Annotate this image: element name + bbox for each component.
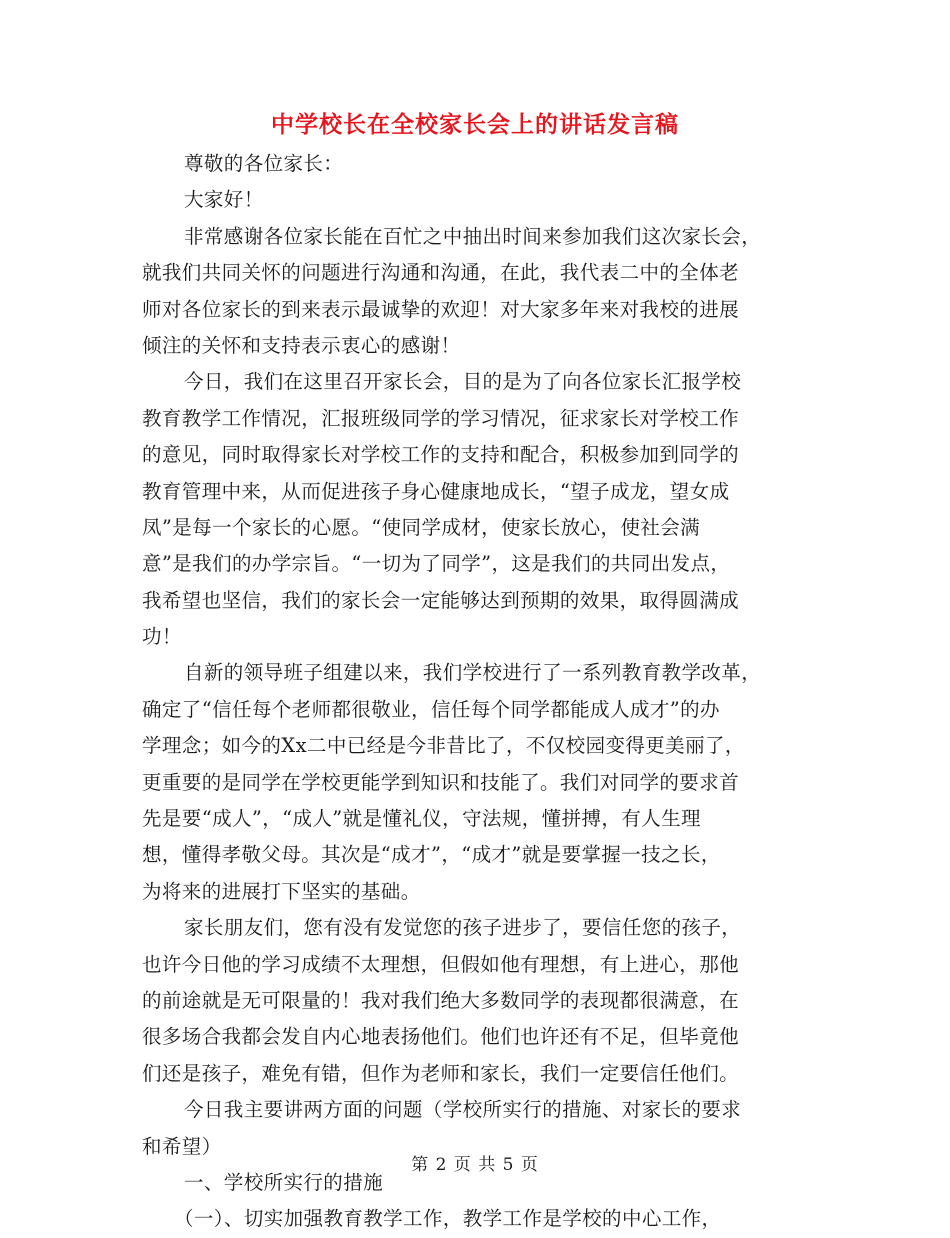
paragraph-line: 想，懂得孝敬父母。其次是“成才”，“成才”就是要掌握一技之长， (142, 843, 721, 867)
paragraph-line: 的意见，同时取得家长对学校工作的支持和配合，积极参加到同学的 (142, 443, 740, 467)
salutation: 尊敬的各位家长： (184, 152, 344, 175)
page-number-footer: 第 2 页 共 5 页 (411, 1155, 539, 1175)
paragraph-line: 学理念；如今的Xx二中已经是今非昔比了，不仅校园变得更美丽了， (142, 734, 745, 758)
paragraph-line: 功！ (142, 625, 182, 649)
paragraph-line: 的前途就是无可限量的！我对我们绝大多数同学的表现都很满意，在 (142, 988, 740, 1012)
paragraph-line: 也许今日他的学习成绩不太理想，但假如他有理想，有上进心，那他 (142, 952, 740, 976)
paragraph-line: 今日我主要讲两方面的问题（学校所实行的措施、对家长的要求 (184, 1098, 742, 1122)
paragraph-line: 更重要的是同学在学校更能学到知识和技能了。我们对同学的要求首 (142, 770, 740, 794)
paragraph-line: 确定了“信任每个老师都很敬业，信任每个同学都能成人成才”的办 (142, 697, 720, 721)
paragraph-line: 非常感谢各位家长能在百忙之中抽出时间来参加我们这次家长会， (184, 224, 762, 248)
paragraph-line: 先是要“成人”，“成人”就是懂礼仪，守法规，懂拼搏，有人生理 (142, 807, 701, 831)
paragraph-line: 自新的领导班子组建以来，我们学校进行了一系列教育教学改革， (184, 661, 762, 685)
greeting: 大家好！ (184, 188, 264, 212)
paragraph-line: 很多场合我都会发自内心地表扬他们。他们也许还有不足，但毕竟他 (142, 1025, 740, 1049)
paragraph-line: 教育教学工作情况，汇报班级同学的学习情况，征求家长对学校工作 (142, 406, 740, 430)
subsection-heading: （一）、切实加强教育教学工作，教学工作是学校的中心工作， (174, 1207, 722, 1231)
paragraph-line: 教育管理中来，从而促进孩子身心健康地成长，“望子成龙，望女成 (142, 479, 730, 503)
paragraph-line: 家长朋友们，您有没有发觉您的孩子进步了，要信任您的孩子， (184, 916, 742, 940)
paragraph-line: 今日，我们在这里召开家长会，目的是为了向各位家长汇报学校 (184, 370, 742, 394)
paragraph-line: 为将来的进展打下坚实的基础。 (142, 879, 421, 903)
document-body (142, 146, 810, 1238)
paragraph-line: 和希望） (142, 1134, 222, 1158)
paragraph-line: 们还是孩子，难免有错，但作为老师和家长，我们一定要信任他们。 (142, 1061, 740, 1085)
paragraph-line: 师对各位家长的到来表示最诚挚的欢迎！对大家多年来对我校的进展 (142, 297, 740, 321)
section-heading: 一、学校所实行的措施 (184, 1170, 384, 1194)
paragraph-line: 意”是我们的办学宗旨。“一切为了同学”，这是我们的共同出发点， (142, 552, 731, 576)
paragraph-line: 倾注的关怀和支持表示衷心的感谢！ (142, 333, 461, 357)
paragraph-line: 就我们共同关怀的问题进行沟通和沟通，在此，我代表二中的全体老 (142, 261, 740, 285)
paragraph-line: 我希望也坚信，我们的家长会一定能够达到预期的效果，取得圆满成 (142, 588, 740, 612)
document-title: 中学校长在全校家长会上的讲话发言稿 (271, 111, 679, 138)
paragraph-line: 凤”是每一个家长的心愿。“使同学成材，使家长放心，使社会满 (142, 515, 701, 539)
